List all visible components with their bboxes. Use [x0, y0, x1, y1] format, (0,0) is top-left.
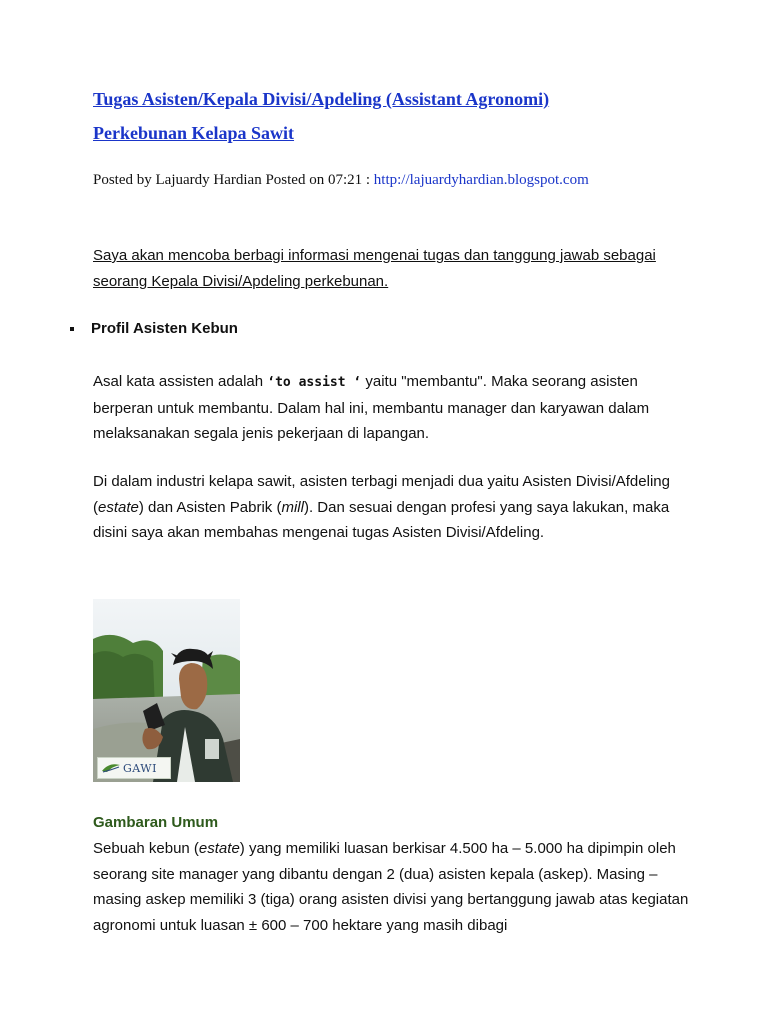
gambaran-umum-heading: Gambaran Umum [93, 814, 219, 831]
bullet-icon [70, 327, 74, 331]
blog-link[interactable]: http://lajuardyhardian.blogspot.com [373, 172, 589, 188]
paragraph-industri [93, 469, 693, 546]
paragraph-text: Sebuah kebun ( [93, 840, 199, 857]
article-title-line-1[interactable]: Tugas Asisten/Kepala Divisi/Apdeling (Assistant Agronomi) [93, 89, 550, 109]
paragraph-text: ). Dan sesuai dengan profesi yang saya lakukan, maka disini saya akan membahas mengenai tugas Asisten Divisi/Afdeling. [93, 498, 670, 541]
post-meta-text: Posted by Lajuardy Hardian Posted on 07:21 : [93, 172, 374, 188]
gawi-logo [97, 757, 171, 779]
intro-paragraph: Saya akan mencoba berbagi informasi mengenai tugas dan tanggung jawab sebagai seorang Kepala Divisi/Apdeling perkebunan. [93, 247, 656, 290]
paragraph-text: ) dan Asisten Pabrik ( [138, 498, 282, 516]
italic-term: estate [198, 840, 240, 857]
paragraph-text: Asal kata assisten adalah [93, 373, 268, 390]
profile-photo [93, 599, 240, 782]
italic-term: mill [281, 498, 304, 516]
paragraph-text: Di dalam industri kelapa sawit, asisten terbagi menjadi dua yaitu Asisten Divisi/Afdeling ( [93, 473, 670, 516]
section-heading: Profil Asisten Kebun [91, 320, 238, 337]
post-meta [93, 170, 589, 190]
leaf-icon [101, 762, 121, 774]
paragraph-gambaran [93, 836, 693, 938]
paragraph-text: ) yang memiliki luasan berkisar 4.500 ha – 5.000 ha dipimpin oleh seorang site manager yang dibantu dengan 2 (dua) asisten kepala (askep). Masing – masing askep memiliki 3 (tiga) orang asisten divisi yang bertanggung jawab atas kegiatan agronomi untuk luasan ± 600 – 700 hektare yang masih dibagi [93, 840, 689, 934]
gawi-logo-text: GAWI [123, 761, 157, 775]
profile-photo-image [93, 599, 240, 782]
article-title-line-2[interactable]: Perkebunan Kelapa Sawit [93, 123, 295, 143]
emphasis-text: ‘to assist ‘ [267, 375, 362, 390]
paragraph-asal-kata [93, 369, 693, 447]
italic-term: estate [98, 498, 139, 516]
paragraph-text: yaitu "membantu". Maka seorang asisten berperan untuk membantu. Dalam hal ini, membantu manager dan karyawan dalam melaksanakan segala jenis pekerjaan di lapangan. [93, 373, 650, 442]
section-bullet [70, 320, 238, 337]
